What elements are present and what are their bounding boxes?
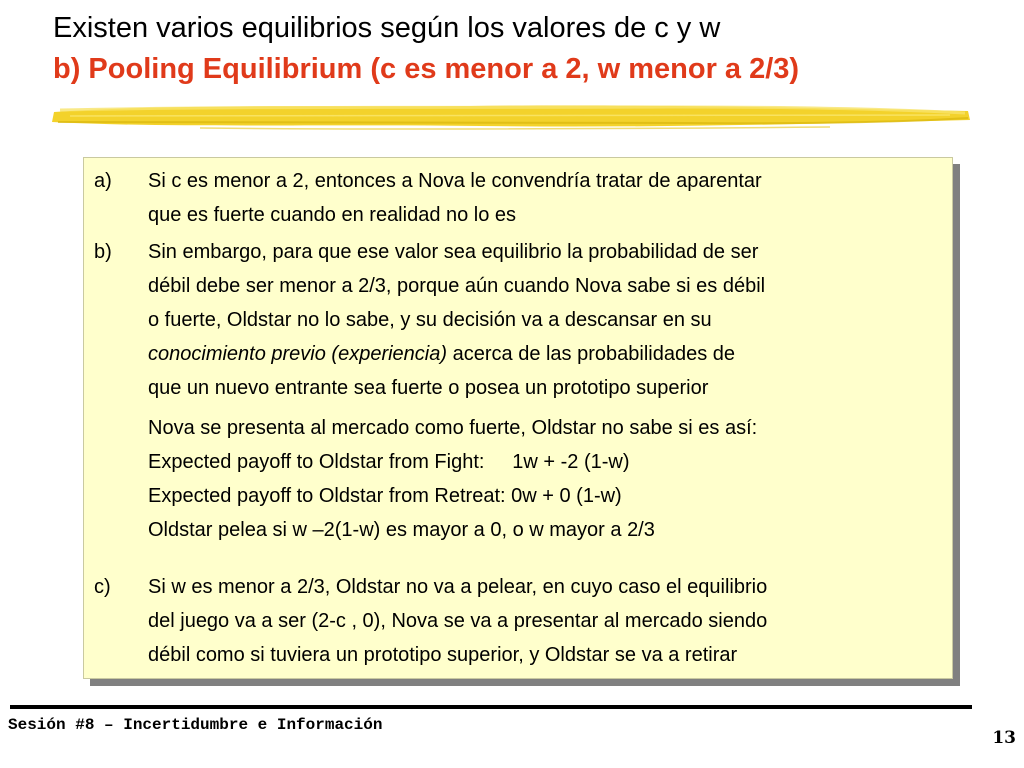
item-b-line: que un nuevo entrante sea fuerte o posea un prototipo superior <box>148 377 709 399</box>
sub-line: Nova se presenta al mercado como fuerte, Oldstar no sabe si es así: <box>148 417 758 439</box>
item-c <box>94 570 954 672</box>
item-c-line: débil como si tuviera un prototipo superior, y Oldstar se va a retirar <box>148 644 738 666</box>
sub-lines <box>94 411 954 547</box>
sub-line-fight-payoff: Expected payoff to Oldstar from Fight: 1w + -2 (1-w) <box>148 451 630 473</box>
page-number: 13 <box>992 728 1016 748</box>
item-a-line: que es fuerte cuando en realidad no lo es <box>148 204 517 226</box>
item-c-line: del juego va a ser (2-c , 0), Nova se va a presentar al mercado siendo <box>148 610 768 632</box>
item-b <box>94 235 954 405</box>
item-b-line-4 <box>148 337 954 371</box>
highlighter-brush-stroke <box>50 98 972 132</box>
sub-line-retreat-payoff: Expected payoff to Oldstar from Retreat: 0w + 0 (1-w) <box>148 485 622 507</box>
item-a-marker: a) <box>94 170 112 192</box>
item-a <box>94 164 954 232</box>
item-b-line-4-rest: acerca de las probabilidades de <box>447 343 736 365</box>
item-b-line: débil debe ser menor a 2/3, porque aún cuando Nova sabe si es débil <box>148 275 766 297</box>
slide-title: Existen varios equilibrios según los valores de c y w <box>53 12 721 44</box>
item-c-marker: c) <box>94 576 111 598</box>
item-a-line: Si c es menor a 2, entonces a Nova le convendría tratar de aparentar <box>148 170 762 192</box>
item-c-line: Si w es menor a 2/3, Oldstar no va a pelear, en cuyo caso el equilibrio <box>148 576 768 598</box>
content-box <box>83 157 953 679</box>
italic-phrase: conocimiento previo (experiencia) <box>148 343 448 365</box>
sub-line: Oldstar pelea si w –2(1-w) es mayor a 0, o w mayor a 2/3 <box>148 519 655 541</box>
footer-divider <box>10 705 972 709</box>
item-b-marker: b) <box>94 241 112 263</box>
item-b-line: o fuerte, Oldstar no lo sabe, y su decisión va a descansar en su <box>148 309 712 331</box>
footer-session-label: Sesión #8 – Incertidumbre e Información <box>8 716 383 734</box>
item-b-line: Sin embargo, para que ese valor sea equilibrio la probabilidad de ser <box>148 241 759 263</box>
slide-subtitle: b) Pooling Equilibrium (c es menor a 2, w menor a 2/3) <box>53 53 800 85</box>
